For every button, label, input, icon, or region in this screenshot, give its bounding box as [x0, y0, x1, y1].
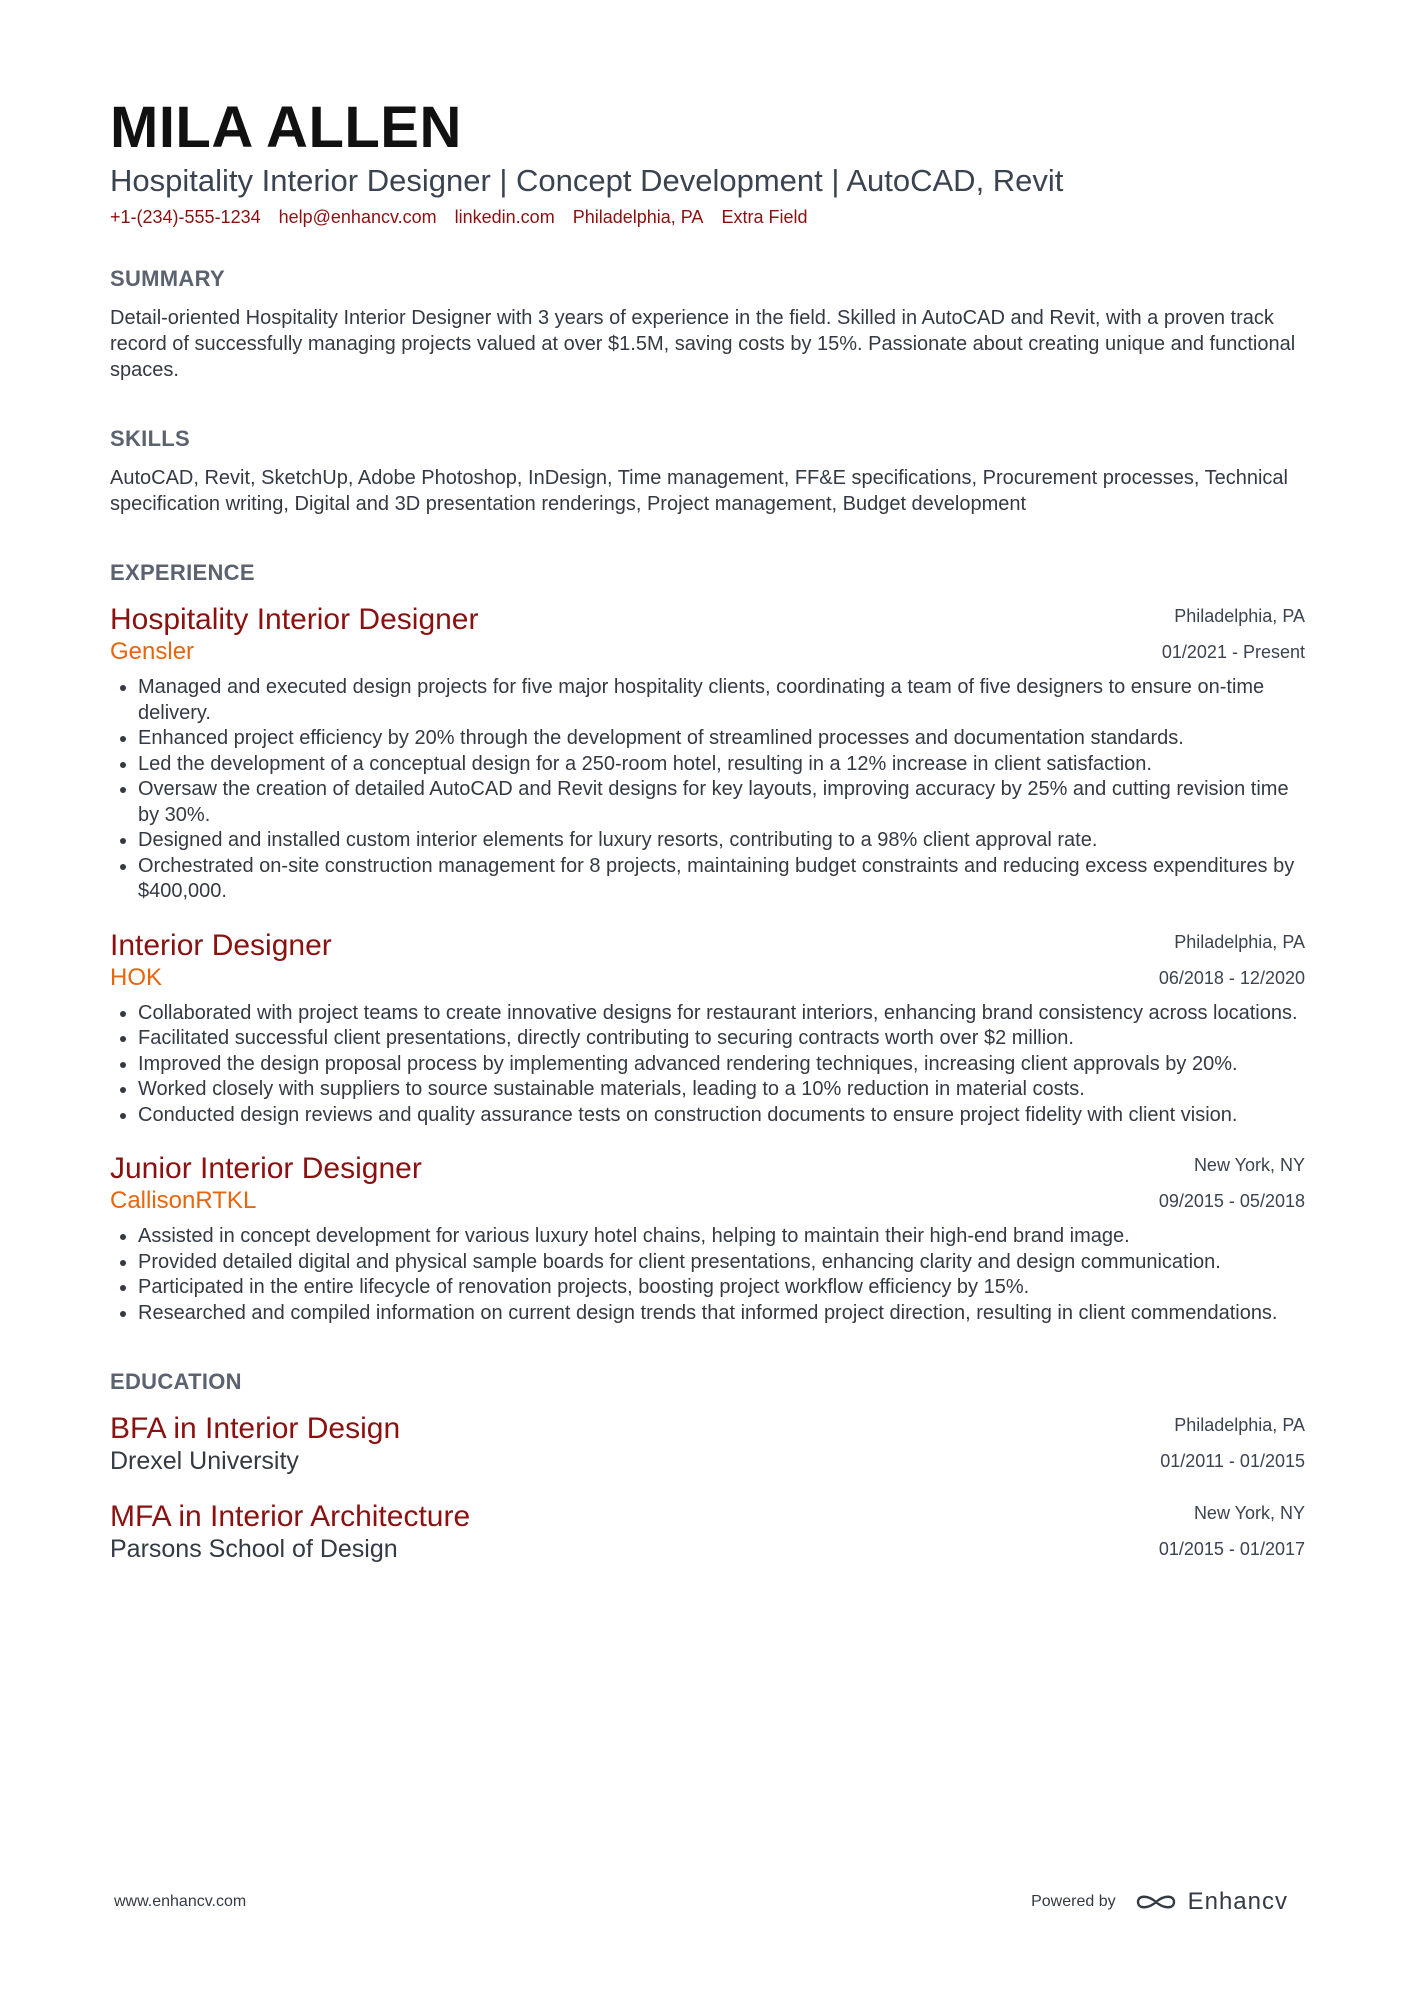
skills-text: AutoCAD, Revit, SketchUp, Adobe Photoshop, InDesign, Time management, FF&E specifications, Procurement processes, Technical specification writing, Digital and 3D presentation renderings, Project management, Budget development — [110, 467, 1288, 515]
experience-entry-header — [110, 601, 1305, 667]
school-name: Parsons School of Design — [110, 1535, 398, 1563]
bullet-item: • Designed and installed custom interior elements for luxury resorts, contributing to a 98% client approval rate. — [138, 828, 1305, 854]
school-location: New York, NY — [1193, 1503, 1305, 1523]
company-name: CallisonRTKL — [110, 1187, 257, 1214]
experience-entry — [110, 601, 1305, 905]
brand-link[interactable] — [1134, 1888, 1288, 1916]
experience-entry — [110, 927, 1305, 1129]
education-heading: EDUCATION — [110, 1369, 242, 1394]
school-dates: 01/2015 - 01/2017 — [1158, 1539, 1305, 1559]
bullet-item: • Facilitated successful client presentations, directly contributing to securing contracts worth over $2 million. — [138, 1026, 1305, 1052]
page-footer — [114, 1885, 1288, 1919]
skills-heading: SKILLS — [110, 426, 191, 451]
bullet-item: • Oversaw the creation of detailed AutoCAD and Revit designs for key layouts, improving accuracy by 25% and cutting revision time by 30%. — [138, 777, 1305, 828]
education-entry — [110, 1498, 1305, 1564]
powered-by — [1031, 1888, 1288, 1916]
bullet-item: • Researched and compiled information on current design trends that informed project direction, resulting in client commendations. — [138, 1301, 1305, 1327]
brand-name: Enhancv — [1187, 1888, 1288, 1915]
company-name: HOK — [110, 963, 163, 991]
education-entry-header — [110, 1498, 1305, 1564]
school-name: Drexel University — [110, 1447, 299, 1475]
bullet-item: • Worked closely with suppliers to source sustainable materials, leading to a 10% reduction in material costs. — [138, 1077, 1305, 1103]
education-entry — [110, 1410, 1305, 1476]
experience-section — [110, 559, 1305, 1326]
job-location: New York, NY — [1193, 1155, 1305, 1175]
degree-title: MFA in Interior Architecture — [110, 1500, 471, 1533]
enhancv-logo-icon — [1134, 1890, 1178, 1914]
contact-location: Philadelphia, PA — [572, 207, 704, 227]
contact-linkedin[interactable]: linkedin.com — [454, 207, 555, 227]
bullet-item: • Enhanced project efficiency by 20% through the development of streamlined processes and documentation standards. — [138, 726, 1305, 752]
bullet-item: • Orchestrated on-site construction management for 8 projects, maintaining budget constraints and reducing excess expenditures by $400,000. — [138, 854, 1305, 905]
education-section — [110, 1368, 1305, 1564]
job-bullets — [110, 1001, 1305, 1129]
bullet-item: • Assisted in concept development for various luxury hotel chains, helping to maintain their high-end brand image. — [138, 1224, 1305, 1250]
bullet-item: • Improved the design proposal process by implementing advanced rendering techniques, increasing client approvals by 20%. — [138, 1052, 1305, 1078]
contact-row — [110, 205, 1300, 229]
job-dates: 06/2018 - 12/2020 — [1158, 967, 1305, 988]
candidate-name: MILA ALLEN — [110, 95, 462, 160]
candidate-title: Hospitality Interior Designer | Concept Development | AutoCAD, Revit — [110, 163, 1064, 198]
bullet-item: • Provided detailed digital and physical sample boards for client presentations, enhancing clarity and design communication. — [138, 1250, 1305, 1276]
degree-title: BFA in Interior Design — [110, 1412, 401, 1445]
job-title: Interior Designer — [110, 928, 332, 962]
school-dates: 01/2011 - 01/2015 — [1160, 1451, 1305, 1471]
footer-url-link[interactable]: www.enhancv.com — [114, 1893, 247, 1910]
job-title: Hospitality Interior Designer — [110, 603, 479, 636]
job-bullets — [110, 1224, 1305, 1326]
bullet-item: • Managed and executed design projects for five major hospitality clients, coordinating a team of five designers to ensure on-time delivery. — [138, 675, 1305, 726]
experience-entry-header — [110, 927, 1305, 993]
job-bullets — [110, 675, 1305, 905]
skills-section — [110, 425, 1300, 517]
bullet-item: • Collaborated with project teams to create innovative designs for restaurant interiors, enhancing brand consistency across locations. — [138, 1001, 1305, 1027]
education-entry-header — [110, 1410, 1305, 1476]
bullet-item: • Conducted design reviews and quality assurance tests on construction documents to ensure project fidelity with client vision. — [138, 1103, 1305, 1129]
job-location: Philadelphia, PA — [1174, 606, 1305, 626]
experience-heading: EXPERIENCE — [110, 560, 255, 585]
contact-email[interactable]: help@enhancv.com — [278, 207, 437, 227]
summary-section — [110, 265, 1300, 383]
job-title: Junior Interior Designer — [110, 1152, 422, 1185]
experience-entry — [110, 1150, 1305, 1326]
bullet-item: • Participated in the entire lifecycle of renovation projects, boosting project workflow efficiency by 15%. — [138, 1275, 1305, 1301]
contact-phone[interactable]: +1-(234)-555-1234 — [110, 207, 261, 227]
experience-entry-header — [110, 1150, 1305, 1216]
powered-by-label: Powered by — [1031, 1893, 1116, 1910]
contact-extra-field: Extra Field — [721, 207, 808, 227]
bullet-item: • Led the development of a conceptual design for a 250-room hotel, resulting in a 12% increase in client satisfaction. — [138, 752, 1305, 778]
summary-text: Detail-oriented Hospitality Interior Designer with 3 years of experience in the field. Skilled in AutoCAD and Revit, with a proven track record of successfully managing projects valued at over $1.5M, saving costs by 15%. Passionate about creating unique and functional spaces. — [110, 307, 1296, 381]
school-location: Philadelphia, PA — [1174, 1415, 1305, 1435]
job-dates: 09/2015 - 05/2018 — [1158, 1191, 1305, 1211]
job-dates: 01/2021 - Present — [1161, 642, 1305, 662]
summary-heading: SUMMARY — [110, 266, 225, 291]
job-location: Philadelphia, PA — [1174, 931, 1305, 952]
company-name: Gensler — [110, 638, 195, 665]
